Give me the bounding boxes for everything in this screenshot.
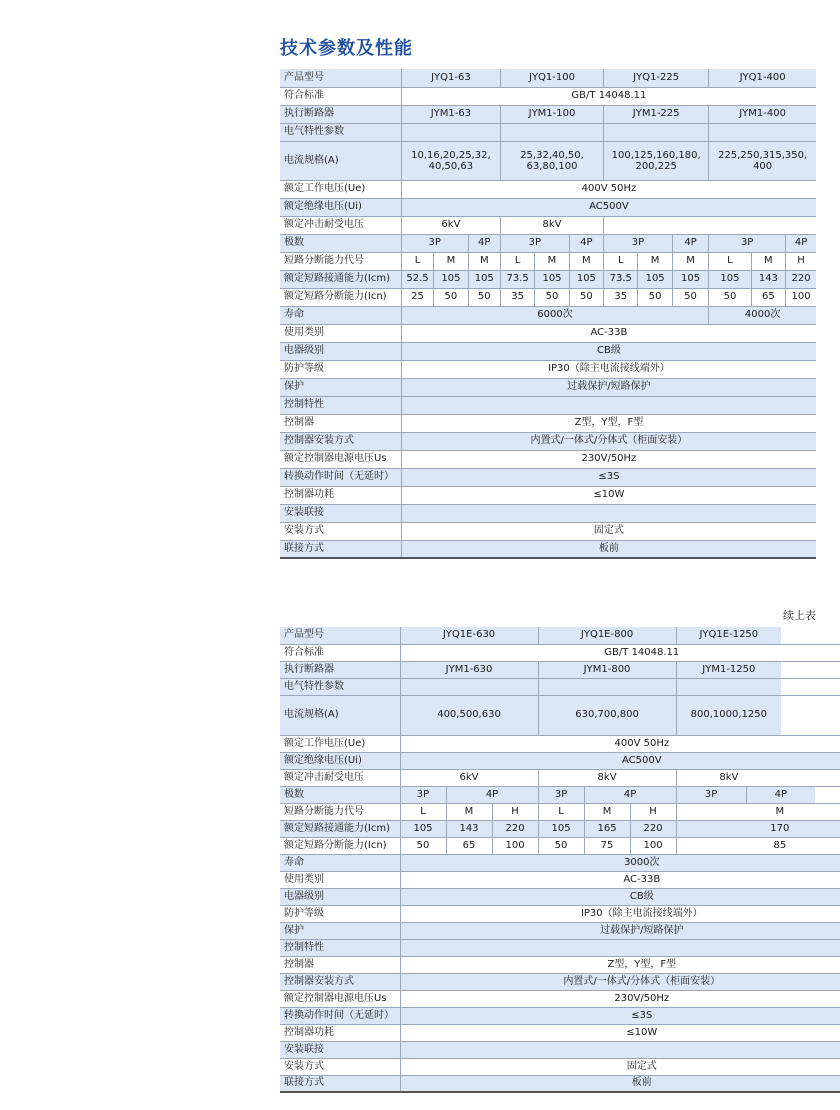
table-row <box>280 342 816 360</box>
row-label: 寿命 <box>280 306 401 324</box>
table-cell: 630,700,800 <box>538 695 676 735</box>
table-cell: 3P <box>538 786 584 803</box>
table-cell: 4P <box>672 234 708 252</box>
table-cell: CB级 <box>401 342 816 360</box>
table-cell <box>500 123 603 141</box>
table-cell: H <box>630 803 676 820</box>
row-label: 控制特性 <box>280 396 401 414</box>
table-cell: 143 <box>446 820 492 837</box>
table-cell: H <box>786 252 816 270</box>
table-cell: 内置式/一体式/分体式（柜面安装） <box>400 973 840 990</box>
table-row <box>280 123 816 141</box>
table-cell <box>400 939 840 956</box>
table-cell: JYM1-100 <box>500 105 603 123</box>
continued-note: 续上表 <box>783 609 816 622</box>
table-row <box>280 216 816 234</box>
table-row <box>280 871 840 888</box>
table-row <box>280 973 840 990</box>
table-row <box>280 678 840 695</box>
row-label: 短路分断能力代号 <box>280 803 400 820</box>
row-label: 安装联接 <box>280 1041 400 1058</box>
table-row <box>280 1024 840 1041</box>
row-label: 安装方式 <box>280 522 401 540</box>
table-row <box>280 1058 840 1075</box>
table-cell: 8kV <box>676 769 781 786</box>
table-row <box>280 252 816 270</box>
table-row <box>280 1075 840 1092</box>
table-row <box>280 627 840 644</box>
row-label: 使用类别 <box>280 871 400 888</box>
table-cell: 3P <box>604 234 673 252</box>
table-cell: JYQ1-100 <box>500 69 603 87</box>
row-label: 额定冲击耐受电压 <box>280 216 401 234</box>
table-cell: 10,16,20,25,32, 40,50,63 <box>401 141 500 180</box>
row-label: 额定短路接通能力(Icm) <box>280 270 401 288</box>
table-cell: 400,500,630 <box>400 695 538 735</box>
table-cell: GB/T 14048.11 <box>401 87 816 105</box>
row-label: 执行断路器 <box>280 661 400 678</box>
row-label: 安装联接 <box>280 504 401 522</box>
row-label: 转换动作时间（无延时） <box>280 468 401 486</box>
table-cell: 过载保护/短路保护 <box>400 922 840 939</box>
table-cell: 143 <box>751 270 785 288</box>
table-cell: 75 <box>584 837 630 854</box>
table-row <box>280 786 840 803</box>
table-row <box>280 468 816 486</box>
table-cell: 3P <box>676 786 746 803</box>
row-label: 安装方式 <box>280 1058 400 1075</box>
row-label: 电器级别 <box>280 888 400 905</box>
table-cell <box>401 504 816 522</box>
row-label: 额定工作电压(Ue) <box>280 735 400 752</box>
row-label: 短路分断能力代号 <box>280 252 401 270</box>
row-label: 保护 <box>280 378 401 396</box>
table-cell: JYM1-630 <box>400 661 538 678</box>
table-cell: ≤3S <box>401 468 816 486</box>
table-row <box>280 1007 840 1024</box>
table-cell: 220 <box>786 270 816 288</box>
table-cell: 170 <box>676 820 840 837</box>
table-row <box>280 69 816 87</box>
table-cell: L <box>538 803 584 820</box>
row-label: 额定绝缘电压(Ui) <box>280 198 401 216</box>
table-cell: 50 <box>638 288 672 306</box>
row-label: 控制器安装方式 <box>280 432 401 450</box>
table-cell: JYM1-800 <box>538 661 676 678</box>
table-row <box>280 105 816 123</box>
table-row <box>280 432 816 450</box>
table-row <box>280 905 840 922</box>
table-cell: 固定式 <box>401 522 816 540</box>
row-label: 电流规格(A) <box>280 141 401 180</box>
row-label: 额定短路分断能力(Icn) <box>280 288 401 306</box>
row-label: 额定短路分断能力(Icn) <box>280 837 400 854</box>
table-cell: CB级 <box>400 888 840 905</box>
table-cell: L <box>400 803 446 820</box>
table-row <box>280 378 816 396</box>
table-cell: 100 <box>786 288 816 306</box>
table-cell: 230V/50Hz <box>400 990 840 1007</box>
table-cell: 52.5 <box>401 270 433 288</box>
table-cell: JYM1-1250 <box>676 661 781 678</box>
table-row <box>280 87 816 105</box>
table-cell: JYQ1E-630 <box>400 627 538 644</box>
table-cell: 4P <box>569 234 603 252</box>
row-label: 执行断路器 <box>280 105 401 123</box>
table-cell: 100 <box>492 837 538 854</box>
table-cell: Z型，Y型，F型 <box>400 956 840 973</box>
table-row <box>280 324 816 342</box>
table-row <box>280 198 816 216</box>
table-cell: 3000次 <box>400 854 840 871</box>
row-label: 极数 <box>280 786 400 803</box>
table-cell: 板前 <box>400 1075 840 1092</box>
row-label: 防护等级 <box>280 360 401 378</box>
table-cell: 50 <box>672 288 708 306</box>
table-row <box>280 661 840 678</box>
table-cell: 230V/50Hz <box>401 450 816 468</box>
table-cell: 3P <box>709 234 786 252</box>
table-cell: L <box>604 252 638 270</box>
row-label: 符合标准 <box>280 644 400 661</box>
spec-table-jyq1e <box>280 627 840 1093</box>
table-cell: 固定式 <box>400 1058 840 1075</box>
table-cell: JYQ1-225 <box>604 69 709 87</box>
table-cell: JYM1-400 <box>709 105 816 123</box>
table-cell: AC-33B <box>401 324 816 342</box>
table-cell: 50 <box>434 288 468 306</box>
table-cell: JYQ1-400 <box>709 69 816 87</box>
row-label: 控制器功耗 <box>280 1024 400 1041</box>
table-cell: 3P <box>500 234 569 252</box>
row-label: 电流规格(A) <box>280 695 400 735</box>
table-cell <box>401 123 500 141</box>
row-label: 极数 <box>280 234 401 252</box>
table-cell: 105 <box>569 270 603 288</box>
row-label: 电器级别 <box>280 342 401 360</box>
row-label: 控制器 <box>280 414 401 432</box>
table-cell: 100 <box>630 837 676 854</box>
table-cell: 25,32,40,50, 63,80,100 <box>500 141 603 180</box>
table-cell <box>676 678 781 695</box>
table-cell: 105 <box>434 270 468 288</box>
table-row <box>280 288 816 306</box>
table-cell <box>401 396 816 414</box>
table-cell: 50 <box>468 288 500 306</box>
table-cell: JYM1-63 <box>401 105 500 123</box>
table-cell: AC500V <box>401 198 816 216</box>
table-cell: 105 <box>672 270 708 288</box>
row-label: 符合标准 <box>280 87 401 105</box>
row-label: 联接方式 <box>280 540 401 558</box>
table-cell: 50 <box>569 288 603 306</box>
table-row <box>280 540 816 558</box>
table-cell: JYQ1E-1250 <box>676 627 781 644</box>
row-label: 额定控制器电源电压Us <box>280 990 400 1007</box>
table-cell: JYQ1-63 <box>401 69 500 87</box>
spec-table-jyq1 <box>280 69 816 559</box>
table-cell: 50 <box>535 288 569 306</box>
table-cell <box>538 678 676 695</box>
row-label: 电气特性参数 <box>280 123 401 141</box>
row-label: 产品型号 <box>280 627 400 644</box>
table-cell: 105 <box>535 270 569 288</box>
table-cell: 25 <box>401 288 433 306</box>
table-row <box>280 270 816 288</box>
table-cell: 105 <box>400 820 446 837</box>
table-cell: H <box>492 803 538 820</box>
table-cell: 105 <box>638 270 672 288</box>
table-cell: M <box>676 803 840 820</box>
table-cell: AC-33B <box>400 871 840 888</box>
table-cell: 85 <box>676 837 840 854</box>
table-cell: M <box>584 803 630 820</box>
row-label: 控制特性 <box>280 939 400 956</box>
table-cell: L <box>401 252 433 270</box>
table-cell <box>604 216 816 234</box>
table-cell <box>400 678 538 695</box>
table-cell: 400V 50Hz <box>400 735 840 752</box>
table-cell: 105 <box>468 270 500 288</box>
table-cell: 165 <box>584 820 630 837</box>
table-cell: 225,250,315,350, 400 <box>709 141 816 180</box>
table-cell: GB/T 14048.11 <box>400 644 840 661</box>
row-label: 产品型号 <box>280 69 401 87</box>
table-row <box>280 450 816 468</box>
table-cell: 4P <box>746 786 815 803</box>
table-row <box>280 306 816 324</box>
row-label: 控制器功耗 <box>280 486 401 504</box>
table-row <box>280 1041 840 1058</box>
table-cell: 35 <box>604 288 638 306</box>
table-row <box>280 752 840 769</box>
table-row <box>280 769 840 786</box>
table-cell: ≤10W <box>400 1024 840 1041</box>
table-cell: IP30（除主电流接线端外） <box>401 360 816 378</box>
table-cell: M <box>434 252 468 270</box>
table-cell: M <box>535 252 569 270</box>
table-cell: 50 <box>538 837 584 854</box>
table-cell: 400V 50Hz <box>401 180 816 198</box>
table-cell: 6000次 <box>401 306 708 324</box>
table-cell: JYM1-225 <box>604 105 709 123</box>
table-cell: JYQ1E-800 <box>538 627 676 644</box>
row-label: 控制器 <box>280 956 400 973</box>
table-row <box>280 396 816 414</box>
table-row <box>280 735 840 752</box>
row-label: 额定绝缘电压(Ui) <box>280 752 400 769</box>
row-label: 控制器安装方式 <box>280 973 400 990</box>
table-cell: 800,1000,1250 <box>676 695 781 735</box>
table-cell: 8kV <box>500 216 603 234</box>
table-row <box>280 990 840 1007</box>
table-cell: 内置式/一体式/分体式（柜面安装） <box>401 432 816 450</box>
table-row <box>280 234 816 252</box>
table-cell: IP30（除主电流接线端外） <box>400 905 840 922</box>
table-cell: 73.5 <box>500 270 534 288</box>
row-label: 防护等级 <box>280 905 400 922</box>
table-cell: 65 <box>446 837 492 854</box>
table-cell: 4P <box>584 786 676 803</box>
table-row <box>280 180 816 198</box>
table-cell <box>604 123 709 141</box>
table-cell: L <box>709 252 751 270</box>
table-cell: 50 <box>400 837 446 854</box>
table-cell: 65 <box>751 288 785 306</box>
table-cell: 过载保护/短路保护 <box>401 378 816 396</box>
table-row <box>280 695 840 735</box>
row-label: 额定冲击耐受电压 <box>280 769 400 786</box>
table-cell: 6kV <box>400 769 538 786</box>
table-row <box>280 486 816 504</box>
page-title: 技术参数及性能 <box>280 38 413 59</box>
table-cell: M <box>638 252 672 270</box>
row-label: 电气特性参数 <box>280 678 400 695</box>
table-cell: 73.5 <box>604 270 638 288</box>
row-label: 联接方式 <box>280 1075 400 1092</box>
table-row <box>280 522 816 540</box>
table-row <box>280 803 840 820</box>
table-cell: 105 <box>709 270 751 288</box>
table-row <box>280 820 840 837</box>
table-row <box>280 504 816 522</box>
table-row <box>280 360 816 378</box>
table-cell: 6kV <box>401 216 500 234</box>
table-cell: 4P <box>786 234 816 252</box>
table-cell: 3P <box>401 234 468 252</box>
row-label: 使用类别 <box>280 324 401 342</box>
row-label: 寿命 <box>280 854 400 871</box>
table-cell: ≤3S <box>400 1007 840 1024</box>
table-cell: 3P <box>400 786 446 803</box>
table-row <box>280 922 840 939</box>
table-cell <box>400 1041 840 1058</box>
table-cell: ≤10W <box>401 486 816 504</box>
table-cell: 8kV <box>538 769 676 786</box>
table-cell: 4P <box>468 234 500 252</box>
table-cell: M <box>468 252 500 270</box>
row-label: 额定短路接通能力(Icm) <box>280 820 400 837</box>
table-cell: Z型，Y型，F型 <box>401 414 816 432</box>
table-cell: M <box>446 803 492 820</box>
table-row <box>280 854 840 871</box>
table-cell <box>709 123 816 141</box>
table-row <box>280 644 840 661</box>
table-cell: 105 <box>538 820 584 837</box>
row-label: 转换动作时间（无延时） <box>280 1007 400 1024</box>
table-cell: L <box>500 252 534 270</box>
table-row <box>280 141 816 180</box>
table-cell: M <box>672 252 708 270</box>
table-row <box>280 888 840 905</box>
table-cell: 100,125,160,180, 200,225 <box>604 141 709 180</box>
table-cell: 4000次 <box>709 306 816 324</box>
table-row <box>280 414 816 432</box>
table-cell: 4P <box>446 786 538 803</box>
table-cell: AC500V <box>400 752 840 769</box>
row-label: 额定控制器电源电压Us <box>280 450 401 468</box>
table-cell: M <box>569 252 603 270</box>
table-row <box>280 939 840 956</box>
table-row <box>280 956 840 973</box>
table-cell: 50 <box>709 288 751 306</box>
table-cell: M <box>751 252 785 270</box>
row-label: 保护 <box>280 922 400 939</box>
table-cell: 35 <box>500 288 534 306</box>
table-cell: 板前 <box>401 540 816 558</box>
table-cell: 220 <box>630 820 676 837</box>
row-label: 额定工作电压(Ue) <box>280 180 401 198</box>
table-cell: 220 <box>492 820 538 837</box>
table-row <box>280 837 840 854</box>
